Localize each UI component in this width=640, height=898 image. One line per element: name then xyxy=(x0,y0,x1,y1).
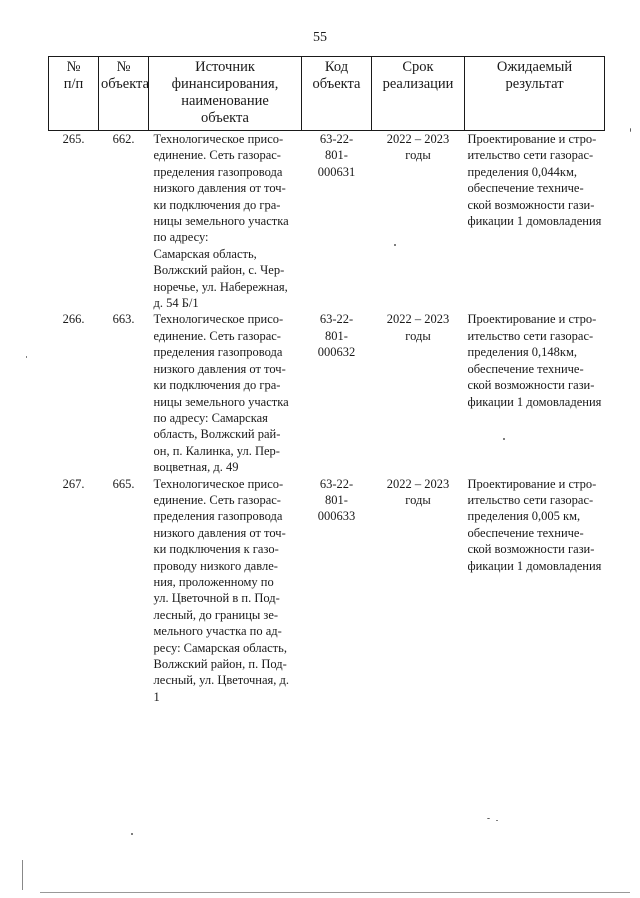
scan-speck xyxy=(487,818,490,819)
text-line: Волжский район, с. Чер- xyxy=(153,263,285,278)
text-line: 63-22- xyxy=(319,132,354,146)
text-line: Проектирование и стро- xyxy=(467,476,597,491)
cell-row-number: 265. xyxy=(62,132,85,146)
text-line: д. 54 Б/1 xyxy=(153,296,199,311)
text-line: ки подключения к газо- xyxy=(153,542,279,557)
scan-speck xyxy=(394,244,396,246)
text-line: объекта xyxy=(101,76,150,92)
cell-object-code xyxy=(302,131,372,312)
cell-row-number: 266. xyxy=(62,312,85,327)
text-line: ительство сети газорас- xyxy=(467,492,594,507)
scan-edge-line xyxy=(22,860,23,890)
text-line: 801- xyxy=(325,328,348,343)
cell-term xyxy=(372,476,465,706)
cell-source xyxy=(149,476,302,706)
scan-speck xyxy=(496,820,498,821)
text-line: мельного участка по ад- xyxy=(153,624,282,639)
cell-term xyxy=(372,311,465,475)
text-line: пределения 0,148км, xyxy=(467,345,578,360)
text-line: Технологическое присо- xyxy=(153,312,284,327)
text-line: 000633 xyxy=(317,509,356,524)
text-line: лесный, ул. Цветочная, д. xyxy=(153,673,289,688)
text-line: 2022 – 2023 xyxy=(386,312,450,327)
text-line: финансирования, xyxy=(171,76,279,92)
cell-result xyxy=(465,476,605,706)
text-line: годы xyxy=(405,328,431,343)
cell-result xyxy=(465,131,605,312)
cell-source xyxy=(149,131,302,312)
text-line: ресу: Самарская область, xyxy=(153,640,287,655)
text-line: он, п. Калинка, ул. Пер- xyxy=(153,443,280,458)
header-term xyxy=(372,57,465,131)
text-line: Ожидаемый xyxy=(496,59,573,75)
text-line: реализации xyxy=(382,76,454,92)
header-row-number xyxy=(49,57,99,131)
text-line: пределения газопровода xyxy=(153,509,283,524)
text-line: по адресу: xyxy=(153,230,209,245)
text-line: обеспечение техниче- xyxy=(467,525,584,540)
page-number: 55 xyxy=(313,30,327,45)
text-line: годы xyxy=(405,148,431,163)
scan-speck xyxy=(131,833,133,835)
text-line: 801- xyxy=(325,492,348,507)
header-result xyxy=(465,57,605,131)
text-line: 000632 xyxy=(317,345,356,360)
cell-row-number: 267. xyxy=(62,476,85,491)
header-source xyxy=(149,57,302,131)
text-line: низкого давления от точ- xyxy=(153,361,286,376)
text-line: наименование xyxy=(181,93,269,109)
text-line: 2022 – 2023 xyxy=(386,132,450,146)
text-line: Источник xyxy=(195,59,255,75)
objects-table xyxy=(48,56,605,705)
text-line: № xyxy=(116,59,131,75)
text-line: ницы земельного участка xyxy=(153,394,289,409)
cell-object-number: 663. xyxy=(112,312,135,327)
text-line: ской возможности гази- xyxy=(467,378,595,393)
text-line: проводу низкого давле- xyxy=(153,558,278,573)
text-line: годы xyxy=(405,492,431,507)
text-line: единение. Сеть газорас- xyxy=(153,492,281,507)
text-line: результат xyxy=(505,76,564,92)
text-line: лесный, до границы зе- xyxy=(153,607,279,622)
text-line: пределения 0,044км, xyxy=(467,164,578,179)
text-line: по адресу: Самарская xyxy=(153,410,268,425)
text-line: обеспечение техниче- xyxy=(467,181,584,196)
cell-object-number: 665. xyxy=(112,476,135,491)
text-line: 2022 – 2023 xyxy=(386,476,450,491)
table-row xyxy=(49,311,605,475)
text-line: 63-22- xyxy=(319,476,354,491)
scan-speck xyxy=(26,356,27,358)
text-line: единение. Сеть газорас- xyxy=(153,148,281,163)
header-object-code xyxy=(302,57,372,131)
text-line: Код xyxy=(324,59,349,75)
cell-term xyxy=(372,131,465,312)
text-line: 000631 xyxy=(317,164,356,179)
text-line: п/п xyxy=(63,76,84,92)
text-line: Самарская область, xyxy=(153,246,257,261)
cell-object-code xyxy=(302,311,372,475)
text-line: Проектирование и стро- xyxy=(467,312,597,327)
text-line: ской возможности гази- xyxy=(467,197,595,212)
text-line: 801- xyxy=(325,148,348,163)
text-line: Волжский район, п. Под- xyxy=(153,657,287,671)
text-line: единение. Сеть газорас- xyxy=(153,328,281,343)
text-line: 63-22- xyxy=(319,312,354,327)
text-line: обеспечение техниче- xyxy=(467,361,584,376)
text-line: пределения газопровода xyxy=(153,345,283,360)
text-line: объекта xyxy=(200,110,249,126)
text-line: фикации 1 домовладения xyxy=(467,558,602,573)
text-line: ской возможности гази- xyxy=(467,542,595,557)
text-line: ительство сети газорас- xyxy=(467,328,594,343)
text-line: ул. Цветочной в п. Под- xyxy=(153,591,280,606)
text-line: пределения газопровода xyxy=(153,164,283,179)
text-line: Срок xyxy=(402,59,434,75)
text-line: область, Волжский рай- xyxy=(153,427,281,442)
text-line: ительство сети газорас- xyxy=(467,148,594,163)
text-line: Технологическое присо- xyxy=(153,132,284,146)
text-line: Технологическое присо- xyxy=(153,476,284,491)
text-line: 1 xyxy=(153,689,160,704)
text-line: фикации 1 домовладения xyxy=(467,214,602,229)
text-line: низкого давления от точ- xyxy=(153,525,286,540)
scan-bottom-edge xyxy=(40,892,630,893)
text-line: ки подключения до гра- xyxy=(153,197,281,212)
table-row xyxy=(49,131,605,312)
text-line: пределения 0,005 км, xyxy=(467,509,581,524)
cell-object-code xyxy=(302,476,372,706)
text-line: объекта xyxy=(312,76,361,92)
header-object-number xyxy=(99,57,149,131)
text-line: ния, проложенному по xyxy=(153,574,274,589)
text-line: Проектирование и стро- xyxy=(467,132,597,146)
scan-speck xyxy=(503,438,505,440)
text-line: воцветная, д. 49 xyxy=(153,460,239,475)
text-line: норечье, ул. Набережная, xyxy=(153,279,288,294)
cell-object-number: 662. xyxy=(112,132,135,146)
cell-result xyxy=(465,311,605,475)
text-line: низкого давления от точ- xyxy=(153,181,286,196)
text-line: фикации 1 домовладения xyxy=(467,394,602,409)
scan-speck xyxy=(630,128,631,132)
text-line: ницы земельного участка xyxy=(153,214,289,229)
text-line: № xyxy=(66,59,81,75)
table-header-row xyxy=(49,57,605,131)
text-line: ки подключения до гра- xyxy=(153,378,281,393)
cell-source xyxy=(149,311,302,475)
table-row xyxy=(49,476,605,706)
